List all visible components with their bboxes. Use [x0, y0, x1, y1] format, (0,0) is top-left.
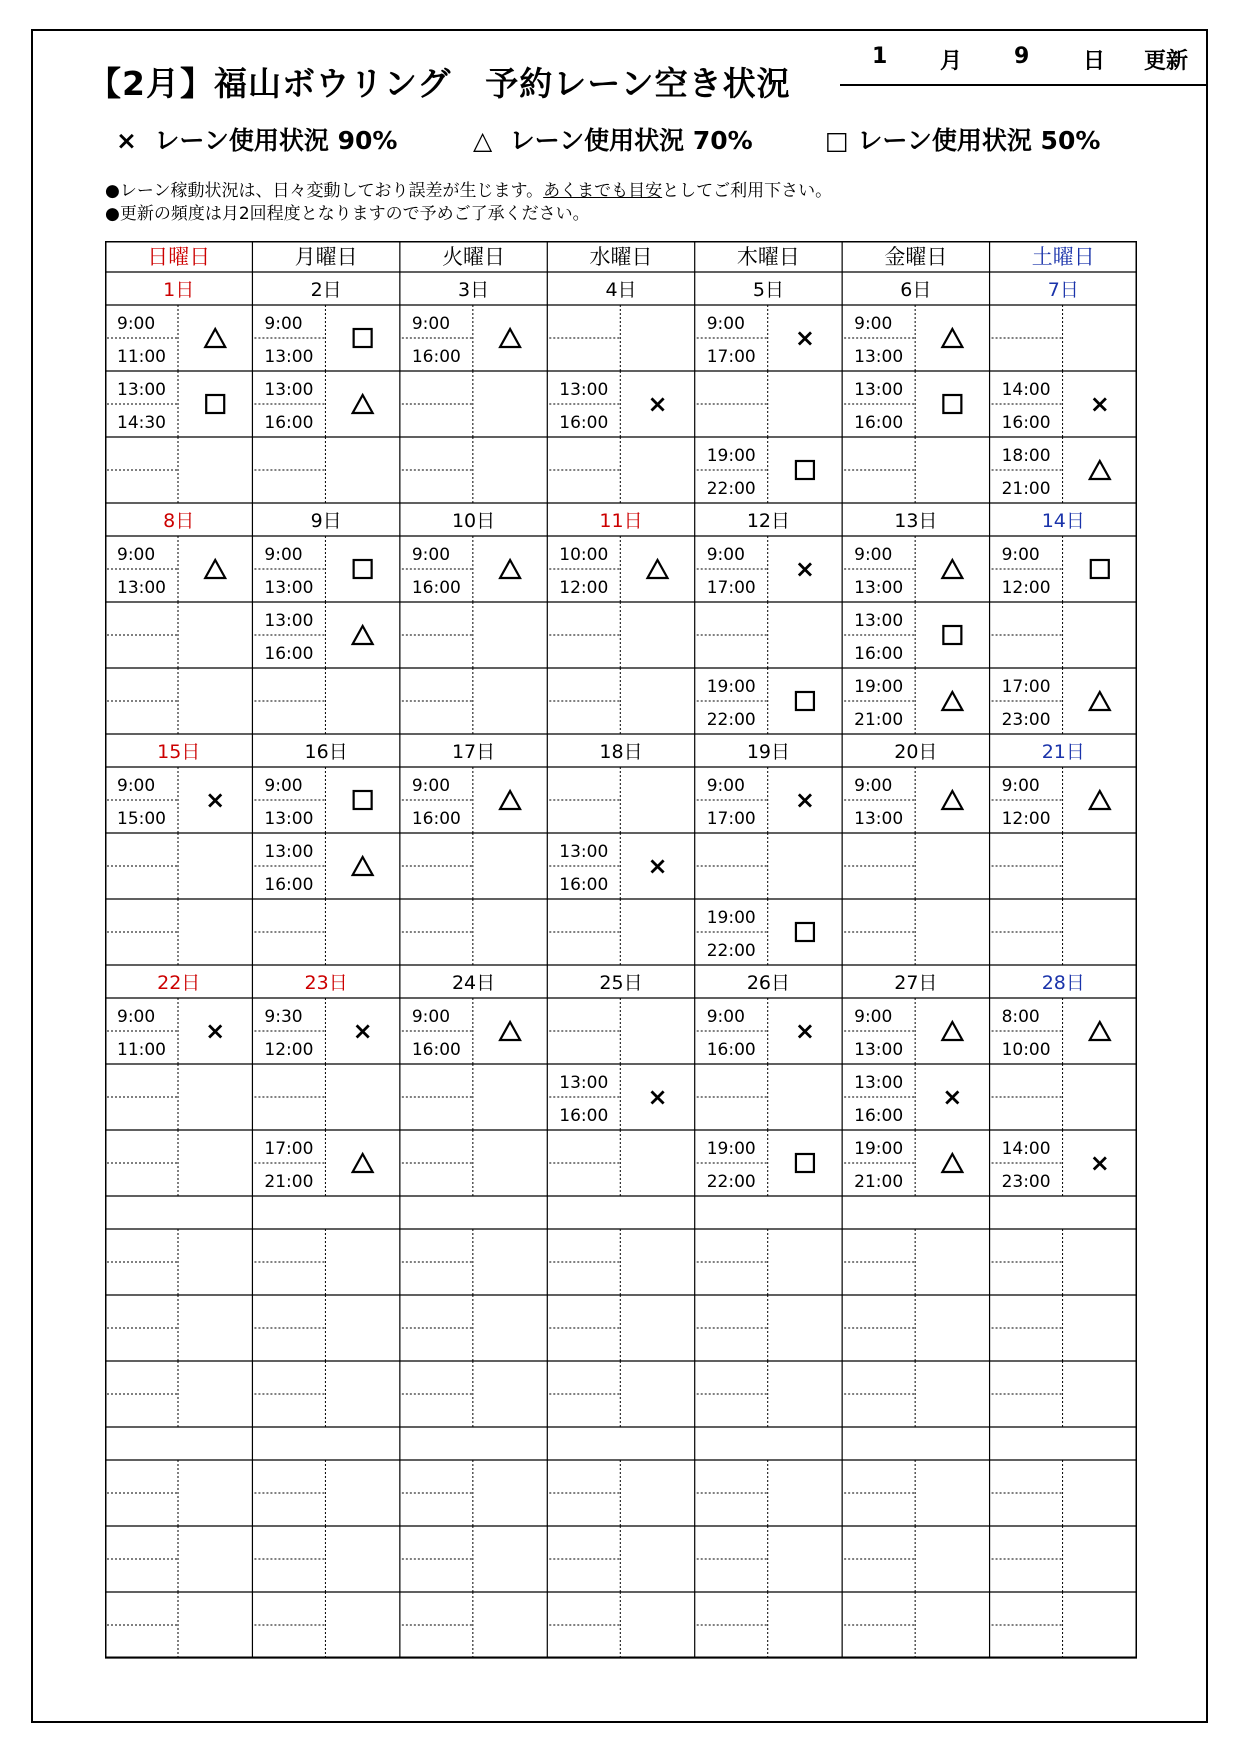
slot-start-time: 19:00	[706, 908, 756, 928]
slot-start-time: 19:00	[706, 446, 756, 466]
triangle-mark	[353, 857, 373, 875]
day-label: 9日	[310, 510, 342, 532]
cross-mark: ×	[647, 390, 668, 418]
slot-start-time: 19:00	[854, 1139, 904, 1159]
slot-start-time: 9:00	[117, 314, 156, 334]
update-month-unit: 月	[940, 49, 963, 74]
slot-start-time: 9:00	[1001, 776, 1040, 796]
day-label: 2日	[310, 279, 342, 301]
slot-end-time: 17:00	[706, 347, 756, 367]
slot-start-time: 9:00	[264, 314, 303, 334]
triangle-mark	[942, 1154, 962, 1172]
update-date	[840, 38, 1207, 86]
slot-end-time: 21:00	[854, 710, 904, 730]
day-label: 7日	[1047, 279, 1079, 301]
day-label: 11日	[599, 510, 643, 532]
slot-end-time: 13:00	[264, 347, 314, 367]
triangle-mark	[205, 329, 225, 347]
slot-end-time: 22:00	[706, 941, 756, 961]
slot-start-time: 17:00	[264, 1139, 314, 1159]
slot-end-time: 16:00	[264, 413, 314, 433]
slot-end-time: 16:00	[854, 644, 904, 664]
slot-start-time: 9:00	[706, 314, 745, 334]
slot-end-time: 17:00	[706, 809, 756, 829]
slot-start-time: 17:00	[1001, 677, 1051, 697]
slot-start-time: 13:00	[559, 842, 609, 862]
slot-start-time: 9:00	[706, 776, 745, 796]
day-label: 12日	[746, 510, 791, 532]
slot-end-time: 16:00	[411, 347, 461, 367]
day-label: 23日	[304, 972, 348, 994]
slot-start-time: 13:00	[264, 611, 314, 631]
triangle-mark	[353, 1154, 373, 1172]
slot-end-time: 16:00	[854, 413, 904, 433]
slot-end-time: 16:00	[264, 644, 314, 664]
page-title: 【2月】福山ボウリング 予約レーン空き状況	[88, 64, 791, 103]
slot-end-time: 17:00	[706, 578, 756, 598]
legend-label: レーン使用状況 90%	[154, 126, 398, 155]
slot-end-time: 16:00	[411, 578, 461, 598]
slot-start-time: 9:00	[117, 776, 156, 796]
cross-mark: ×	[794, 555, 815, 583]
triangle-mark	[353, 395, 373, 413]
square-mark	[796, 692, 814, 710]
day-label: 14日	[1041, 510, 1085, 532]
slot-end-time: 21:00	[1001, 479, 1051, 499]
slot-start-time: 9:00	[264, 776, 303, 796]
cross-mark: ×	[1089, 1149, 1110, 1177]
weekday-header: 火曜日	[442, 245, 506, 269]
slot-start-time: 9:00	[411, 776, 451, 796]
weekday-header: 日曜日	[147, 245, 211, 269]
slot-end-time: 23:00	[1001, 1172, 1051, 1192]
day-label: 22日	[157, 972, 201, 994]
slot-end-time: 12:00	[264, 1040, 314, 1060]
triangle-mark	[942, 329, 962, 347]
day-label: 24日	[451, 972, 496, 994]
legend-symbol: □	[825, 126, 849, 155]
cross-mark: ×	[352, 1017, 373, 1045]
triangle-mark	[500, 329, 520, 347]
slot-end-time: 22:00	[706, 479, 756, 499]
slot-end-time: 12:00	[1001, 809, 1051, 829]
slot-end-time: 16:00	[559, 1106, 609, 1126]
update-label: 更新	[1144, 49, 1189, 74]
slot-start-time: 9:00	[411, 314, 451, 334]
cross-mark: ×	[942, 1083, 963, 1111]
slot-start-time: 13:00	[264, 380, 314, 400]
day-label: 17日	[451, 741, 496, 763]
legend-symbol: ×	[116, 126, 137, 155]
day-label: 21日	[1041, 741, 1085, 763]
slot-end-time: 16:00	[411, 809, 461, 829]
slot-start-time: 9:00	[706, 1007, 745, 1027]
slot-end-time: 16:00	[706, 1040, 756, 1060]
slot-end-time: 13:00	[854, 347, 904, 367]
cross-mark: ×	[794, 1017, 815, 1045]
slot-start-time: 13:00	[854, 611, 904, 631]
triangle-mark	[942, 692, 962, 710]
cross-mark: ×	[647, 852, 668, 880]
update-day-unit: 日	[1083, 49, 1106, 74]
square-mark	[354, 560, 372, 578]
triangle-mark	[1090, 791, 1110, 809]
weekday-header: 水曜日	[589, 245, 653, 269]
day-label: 20日	[894, 741, 938, 763]
slot-end-time: 15:00	[117, 809, 166, 829]
square-mark	[796, 461, 814, 479]
slot-start-time: 9:00	[117, 545, 156, 565]
slot-start-time: 19:00	[706, 1139, 756, 1159]
day-label: 28日	[1041, 972, 1085, 994]
cross-mark: ×	[794, 324, 815, 352]
day-label: 27日	[894, 972, 938, 994]
slot-end-time: 13:00	[854, 1040, 904, 1060]
cross-mark: ×	[794, 786, 815, 814]
slot-start-time: 13:00	[854, 380, 904, 400]
slot-start-time: 9:00	[854, 776, 893, 796]
slot-start-time: 13:00	[854, 1073, 904, 1093]
slot-end-time: 22:00	[706, 1172, 756, 1192]
slot-end-time: 21:00	[264, 1172, 314, 1192]
slot-end-time: 13:00	[264, 809, 314, 829]
legend-item-70	[473, 121, 753, 157]
day-label: 25日	[599, 972, 643, 994]
slot-start-time: 9:00	[706, 545, 745, 565]
legend-label: レーン使用状況 70%	[509, 126, 753, 155]
square-mark	[206, 395, 224, 413]
slot-end-time: 13:00	[854, 809, 904, 829]
slot-start-time: 18:00	[1001, 446, 1051, 466]
triangle-mark	[500, 560, 520, 578]
note-line-2: ●更新の頻度は月2回程度となりますので予めご了承ください。	[105, 204, 590, 224]
calendar-grid	[105, 241, 1137, 1671]
slot-end-time: 16:00	[411, 1040, 461, 1060]
triangle-mark	[942, 791, 962, 809]
day-label: 8日	[163, 510, 195, 532]
slot-end-time: 16:00	[854, 1106, 904, 1126]
triangle-mark	[1090, 1022, 1110, 1040]
weekday-header: 木曜日	[736, 245, 800, 269]
slot-start-time: 9:00	[411, 545, 451, 565]
slot-end-time: 23:00	[1001, 710, 1051, 730]
slot-end-time: 13:00	[854, 578, 904, 598]
triangle-mark	[500, 1022, 520, 1040]
cross-mark: ×	[647, 1083, 668, 1111]
day-label: 4日	[605, 279, 637, 301]
triangle-mark	[648, 560, 668, 578]
cross-mark: ×	[205, 786, 226, 814]
slot-start-time: 10:00	[559, 545, 609, 565]
slot-start-time: 9:00	[854, 1007, 893, 1027]
day-label: 16日	[304, 741, 348, 763]
slot-start-time: 14:00	[1001, 380, 1051, 400]
slot-start-time: 9:30	[264, 1007, 303, 1027]
slot-end-time: 11:00	[117, 1040, 166, 1060]
legend-item-90	[116, 121, 397, 157]
table-outline	[106, 242, 1137, 1658]
slot-end-time: 12:00	[1001, 578, 1051, 598]
slot-end-time: 16:00	[264, 875, 314, 895]
triangle-mark	[942, 1022, 962, 1040]
slot-start-time: 9:00	[1001, 545, 1040, 565]
slot-start-time: 8:00	[1001, 1007, 1040, 1027]
day-label: 15日	[157, 741, 201, 763]
slot-end-time: 16:00	[559, 875, 609, 895]
slot-end-time: 14:30	[117, 413, 166, 433]
slot-end-time: 16:00	[559, 413, 609, 433]
cross-mark: ×	[205, 1017, 226, 1045]
triangle-mark	[942, 560, 962, 578]
note-text: ●レーン稼動状況は、日々変動しており誤差が生じます。	[105, 181, 544, 201]
day-label: 26日	[746, 972, 791, 994]
slot-start-time: 14:00	[1001, 1139, 1051, 1159]
slot-start-time: 9:00	[264, 545, 303, 565]
triangle-mark	[353, 626, 373, 644]
slot-end-time: 21:00	[854, 1172, 904, 1192]
slot-start-time: 9:00	[411, 1007, 451, 1027]
triangle-mark	[1090, 461, 1110, 479]
square-mark	[796, 923, 814, 941]
note-text: としてご利用下さい。	[662, 181, 833, 201]
day-label: 6日	[900, 279, 932, 301]
triangle-mark	[205, 560, 225, 578]
slot-end-time: 11:00	[117, 347, 166, 367]
triangle-mark	[1090, 692, 1110, 710]
slot-start-time: 19:00	[706, 677, 756, 697]
square-mark	[354, 791, 372, 809]
slot-end-time: 22:00	[706, 710, 756, 730]
slot-start-time: 9:00	[854, 314, 893, 334]
note-underline: あくまでも目安	[543, 181, 663, 201]
cross-mark: ×	[1089, 390, 1110, 418]
legend-symbol: △	[473, 126, 493, 155]
square-mark	[796, 1154, 814, 1172]
slot-start-time: 13:00	[117, 380, 166, 400]
slot-end-time: 16:00	[1001, 413, 1051, 433]
square-mark	[354, 329, 372, 347]
slot-start-time: 19:00	[854, 677, 904, 697]
square-mark	[943, 626, 961, 644]
square-mark	[943, 395, 961, 413]
day-label: 19日	[746, 741, 791, 763]
slot-end-time: 12:00	[559, 578, 609, 598]
day-label: 13日	[894, 510, 938, 532]
slot-start-time: 13:00	[264, 842, 314, 862]
update-day: 9	[1014, 44, 1030, 69]
weekday-header: 金曜日	[884, 245, 948, 269]
legend-label: レーン使用状況 50%	[857, 126, 1101, 155]
slot-start-time: 9:00	[854, 545, 893, 565]
slot-end-time: 13:00	[264, 578, 314, 598]
square-mark	[1091, 560, 1109, 578]
weekday-header: 月曜日	[294, 245, 358, 269]
update-month: 1	[872, 44, 888, 69]
slot-start-time: 13:00	[559, 1073, 609, 1093]
slot-start-time: 13:00	[559, 380, 609, 400]
slot-start-time: 9:00	[117, 1007, 156, 1027]
day-label: 10日	[451, 510, 496, 532]
day-label: 18日	[599, 741, 643, 763]
day-label: 3日	[458, 279, 490, 301]
slot-end-time: 13:00	[117, 578, 166, 598]
weekday-header: 土曜日	[1031, 245, 1095, 269]
day-label: 5日	[752, 279, 784, 301]
note-line-1	[105, 176, 832, 201]
calendar-table	[105, 241, 1137, 1671]
slot-end-time: 10:00	[1001, 1040, 1051, 1060]
day-label: 1日	[163, 279, 195, 301]
triangle-mark	[500, 791, 520, 809]
legend-item-50	[825, 121, 1100, 157]
